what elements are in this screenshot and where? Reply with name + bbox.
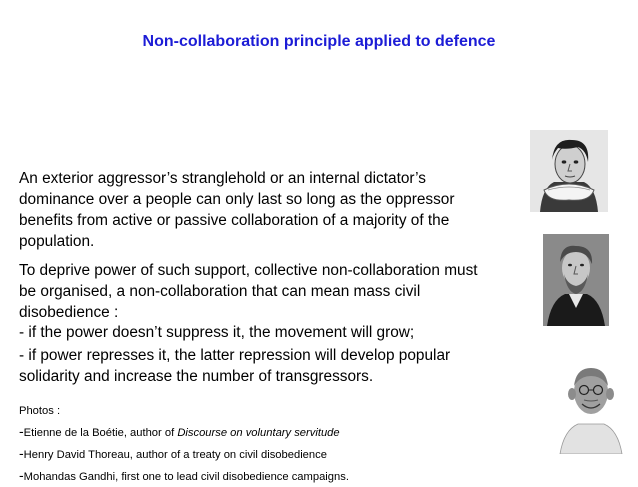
slide-title: Non-collaboration principle applied to defence <box>142 33 496 50</box>
bullet-repression-solidarity: - if power represses it, the latter repression will develop popular solidarity and increase the number of transgressors. <box>19 347 451 385</box>
credit-dash: - <box>19 467 24 483</box>
credit-dash: - <box>19 445 24 461</box>
photo-credit-gandhi <box>19 465 519 487</box>
portrait-thoreau-drawing <box>543 234 609 326</box>
portrait-boetie <box>530 130 608 212</box>
credit-thoreau-text: Henry David Thoreau, author of a treaty on civil disobedience <box>23 449 327 461</box>
bullet-movement-grows: - if the power doesn’t suppress it, the movement will grow; <box>19 324 415 341</box>
photos-heading: Photos : <box>19 405 61 417</box>
credit-boetie-text: Etienne de la Boétie, author of <box>23 427 178 439</box>
portrait-gandhi-drawing <box>554 354 628 454</box>
portrait-boetie-drawing <box>530 130 608 212</box>
paragraph-non-collaboration: To deprive power of such support, collective non-collaboration must be organised, a non-collaboration that can mean mass civil disobedience : <box>19 262 478 321</box>
paragraph-oppression: An exterior aggressor’s stranglehold or an internal dictator’s dominance over a people can only last so long as the oppressor benefits from active or passive collaboration of a majority of the population. <box>19 170 455 250</box>
photo-credits <box>19 401 519 487</box>
photo-credit-boetie <box>19 421 519 443</box>
photo-credit-thoreau <box>19 443 519 465</box>
credit-gandhi-text: Mohandas Gandhi, first one to lead civil disobedience campaigns. <box>23 471 349 483</box>
portrait-gandhi <box>554 354 628 454</box>
portrait-thoreau <box>543 234 609 326</box>
credit-boetie-book: Discourse on voluntary servitude <box>177 427 340 439</box>
credit-dash: - <box>19 423 24 439</box>
